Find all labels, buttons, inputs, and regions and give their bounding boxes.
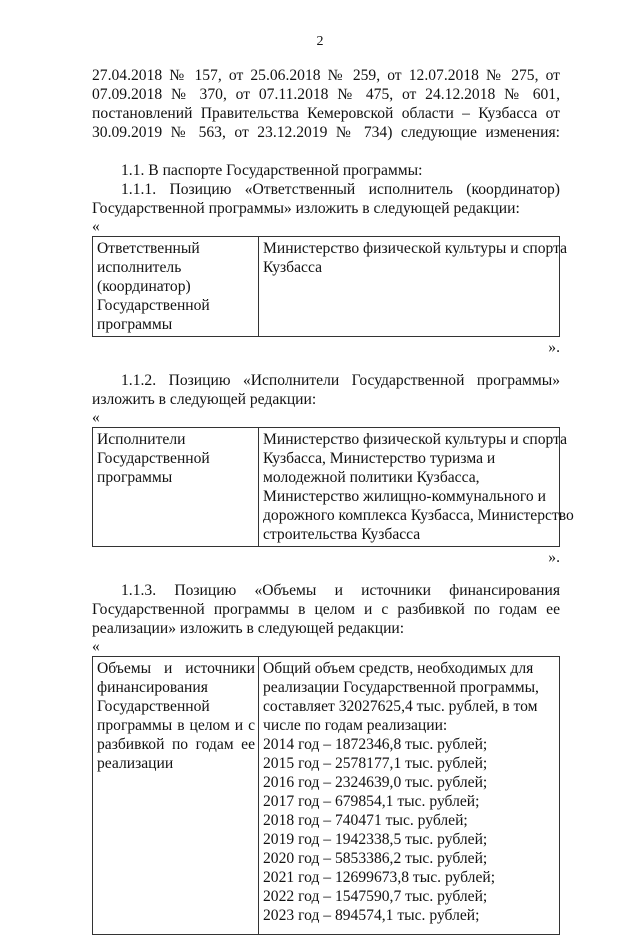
- paragraph-line: 1.1.1. Позицию «Ответственный исполнитель (координатор): [121, 181, 560, 198]
- section-heading: 1.1. В паспорте Государственной программы:: [121, 162, 423, 179]
- table-cell-left: Исполнители Государственной программы: [93, 428, 259, 547]
- table-cell-right: Министерство физической культуры и спорта Кузбасса: [259, 237, 560, 337]
- paragraph-line: Государственной программы в целом и с разбивкой по годам ее: [92, 601, 560, 618]
- table-cell-right: Общий объем средств, необходимых для реализации Государственной программы, составляет 32027625,4 тыс. рублей, в том числе по годам реализации: 2014 год – 1872346,8 тыс. рублей; 2015 год – 2578177,1 тыс. рублей; 2016 год – 2324639,0 тыс. рублей; 2017 год – 679854,1 тыс. рублей; 2018 год – 740471 тыс. рублей; 2019 год – 1942338,5 тыс. рублей; 2020 год – 5853386,2 тыс. рублей; 2021 год – 12699673,8 тыс. рублей; 2022 год – 1547590,7 тыс. рублей; 2023 год – 894574,1 тыс. рублей;: [259, 657, 560, 935]
- table-cell-left: Ответственный исполнитель (координатор) Государственной программы: [93, 237, 259, 337]
- paragraph-line: постановлений Правительства Кемеровской области – Кузбасса от: [92, 105, 560, 122]
- table-financing: [92, 656, 560, 935]
- table-responsible-executor: [92, 236, 568, 337]
- close-quote: ».: [548, 339, 560, 356]
- open-quote: «: [92, 409, 100, 426]
- paragraph-line: 1.1.2. Позицию «Исполнители Государственной программы»: [121, 372, 560, 389]
- page-number: 2: [316, 34, 324, 49]
- paragraph-line: изложить в следующей редакции:: [92, 391, 317, 408]
- table-cell-left: Объемы и источники финансирования Государственной программы в целом и с разбивкой по годам ее реализации: [93, 657, 259, 935]
- open-quote: «: [92, 218, 100, 235]
- table-cell-right: Министерство физической культуры и спорта Кузбасса, Министерство туризма и молодежной политики Кузбасса, Министерство жилищно-коммунального и дорожного комплекса Кузбасса, Министерство строительства Кузбасса: [259, 428, 560, 547]
- table-executors: [92, 427, 574, 547]
- paragraph-line: реализации» изложить в следующей редакции:: [92, 620, 405, 637]
- paragraph-line: 1.1.3. Позицию «Объемы и источники финансирования: [121, 582, 560, 599]
- open-quote: «: [92, 638, 100, 655]
- document-body: [92, 66, 574, 935]
- paragraph-line: 07.09.2018 № 370, от 07.11.2018 № 475, от 24.12.2018 № 601,: [92, 86, 560, 103]
- close-quote: ».: [548, 549, 560, 566]
- paragraph-line: 27.04.2018 № 157, от 25.06.2018 № 259, от 12.07.2018 № 275, от: [92, 67, 560, 84]
- paragraph-line: 30.09.2019 № 563, от 23.12.2019 № 734) следующие изменения:: [92, 124, 560, 141]
- paragraph-line: [92, 142, 560, 161]
- paragraph-line: Государственной программы» изложить в следующей редакции:: [92, 200, 520, 217]
